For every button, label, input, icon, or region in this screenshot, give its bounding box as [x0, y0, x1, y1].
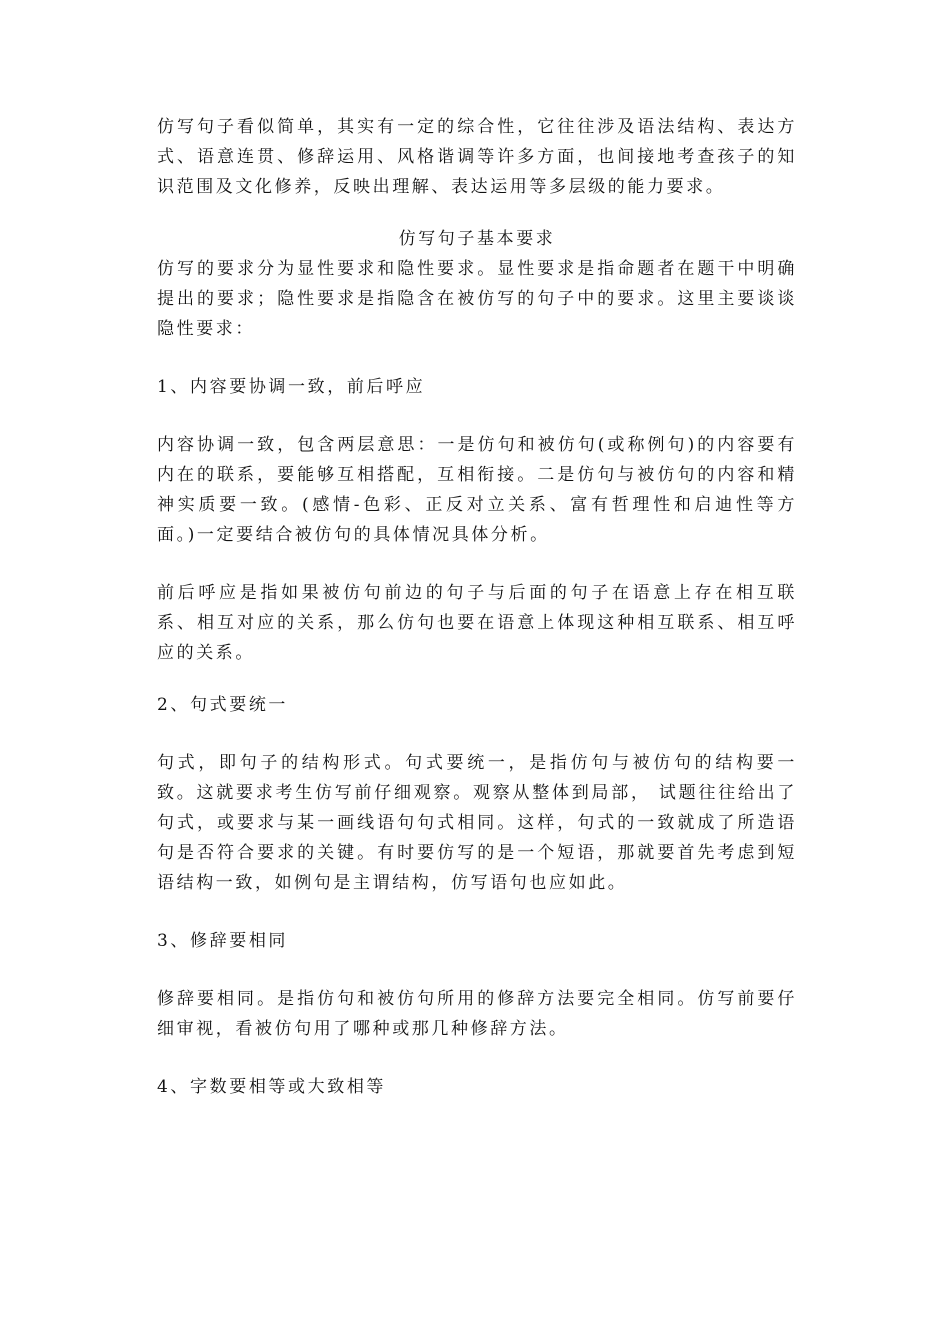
- spacer: [157, 550, 797, 578]
- document-page: [157, 112, 797, 1102]
- section-3-paragraph-1: 修辞要相同。是指仿句和被仿句所用的修辞方法要完全相同。仿写前要仔细审视，看被仿句用了哪种或那几种修辞方法。: [157, 989, 797, 1039]
- section-1-paragraph-1: 内容协调一致，包含两层意思：一是仿句和被仿句(或称例句)的内容要有内在的联系，要能够互相搭配，互相衔接。二是仿句与被仿句的内容和精神实质要一致。(感情-色彩、正反对立关系、富有哲理性和启迪性等方面。)一定要结合被仿句的具体情况具体分析。: [157, 435, 797, 545]
- overview-paragraph: 仿写的要求分为显性要求和隐性要求。显性要求是指命题者在题干中明确提出的要求；隐性要求是指隐含在被仿写的句子中的要求。这里主要谈谈隐性要求：: [157, 259, 797, 339]
- section-heading-2: 2、句式要统一: [157, 695, 289, 715]
- document-title: 仿写句子基本要求: [398, 229, 556, 249]
- section-heading-1: 1、内容要协调一致，前后呼应: [157, 377, 426, 397]
- intro-paragraph: 仿写句子看似简单，其实有一定的综合性，它往往涉及语法结构、表达方式、语意连贯、修辞运用、风格谐调等许多方面，也间接地考查孩子的知识范围及文化修养，反映出理解、表达运用等多层级的能力要求。: [157, 117, 797, 197]
- spacer: [157, 720, 797, 748]
- spacer: [157, 956, 797, 984]
- section-2-paragraph-1: 句式，即句子的结构形式。句式要统一，是指仿句与被仿句的结构要一致。这就要求考生仿写前仔细观察。观察从整体到局部， 试题往往给出了句式，或要求与某一画线语句句式相同。这样，句式的一致就成了所造语句是否符合要求的关键。有时要仿写的是一个短语，那就要首先考虑到短语结构一致，如例句是主谓结构，仿写语句也应如此。: [157, 753, 797, 893]
- spacer: [157, 1044, 797, 1072]
- section-heading-3: 3、修辞要相同: [157, 931, 289, 951]
- spacer: [157, 668, 797, 690]
- section-heading-4: 4、字数要相等或大致相等: [157, 1077, 387, 1097]
- section-1-paragraph-2: 前后呼应是指如果被仿句前边的句子与后面的句子在语意上存在相互联系、相互对应的关系，那么仿句也要在语意上体现这种相互联系、相互呼应的关系。: [157, 583, 797, 663]
- spacer: [157, 202, 797, 224]
- spacer: [157, 402, 797, 430]
- spacer: [157, 898, 797, 926]
- spacer: [157, 344, 797, 372]
